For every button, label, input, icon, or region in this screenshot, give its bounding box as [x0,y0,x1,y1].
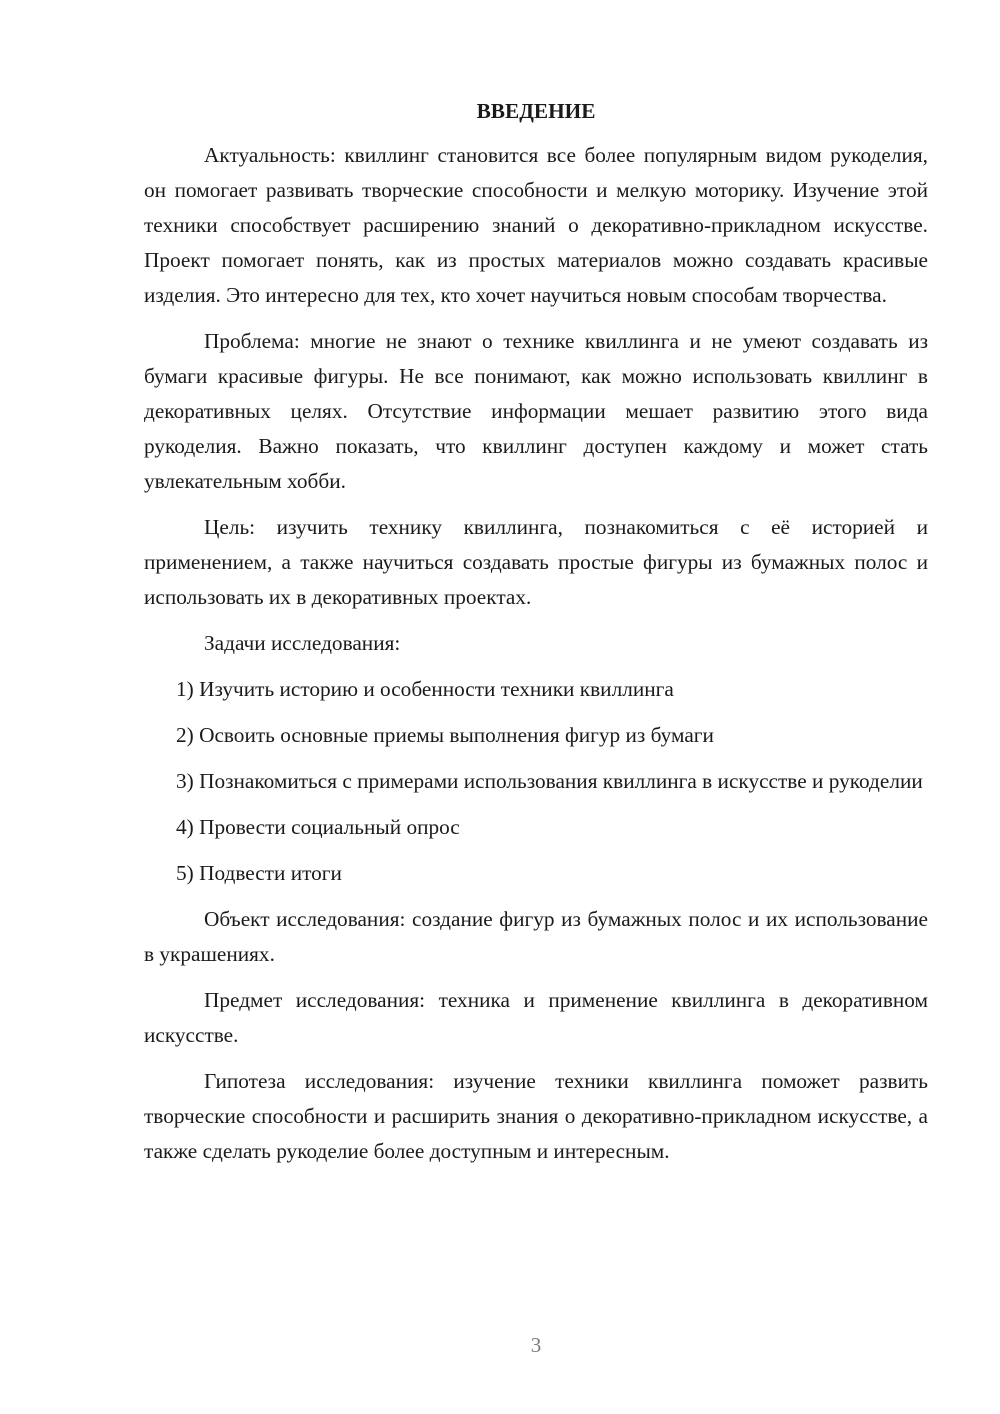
task-item-5: 5) Подвести итоги [176,861,342,885]
paragraph-tasks-heading: Задачи исследования: [204,631,401,655]
task-item-3: 3) Познакомиться с примерами использования квиллинга в искусстве и рукоделии [176,769,923,793]
paragraph-hypothesis: Гипотеза исследования: изучение техники квиллинга поможет развить творческие способности и расширить знания о декоративно-прикладном искусстве, а также сделать рукоделие более доступным и интересным. [144,1069,928,1163]
paragraph-object: Объект исследования: создание фигур из бумажных полос и их использование в украшениях. [144,907,928,966]
page-number: 3 [530,1333,542,1357]
task-item-2: 2) Освоить основные приемы выполнения фигур из бумаги [176,723,714,747]
paragraph-goal: Цель: изучить технику квиллинга, познакомиться с её историей и применением, а также научиться создавать простые фигуры из бумажных полос и использовать их в декоративных проектах. [144,515,928,609]
task-item-4: 4) Провести социальный опрос [176,815,460,839]
paragraph-relevance: Актуальность: квиллинг становится все более популярным видом рукоделия, он помогает развивать творческие способности и мелкую моторику. Изучение этой техники способствует расширению знаний о декоративно-прикладном искусстве. Проект помогает понять, как из простых материалов можно создавать красивые изделия. Это интересно для тех, кто хочет научиться новым способам творчества. [144,143,928,307]
page-title: ВВЕДЕНИЕ [476,99,596,123]
page-content [144,96,928,1180]
paragraph-subject: Предмет исследования: техника и применение квиллинга в декоративном искусстве. [144,988,928,1047]
task-item-1: 1) Изучить историю и особенности техники квиллинга [176,677,674,701]
paragraph-problem: Проблема: многие не знают о технике квиллинга и не умеют создавать из бумаги красивые фигуры. Не все понимают, как можно использовать квиллинг в декоративных целях. Отсутствие информации мешает развитию этого вида рукоделия. Важно показать, что квиллинг доступен каждому и может стать увлекательным хобби. [144,329,928,493]
